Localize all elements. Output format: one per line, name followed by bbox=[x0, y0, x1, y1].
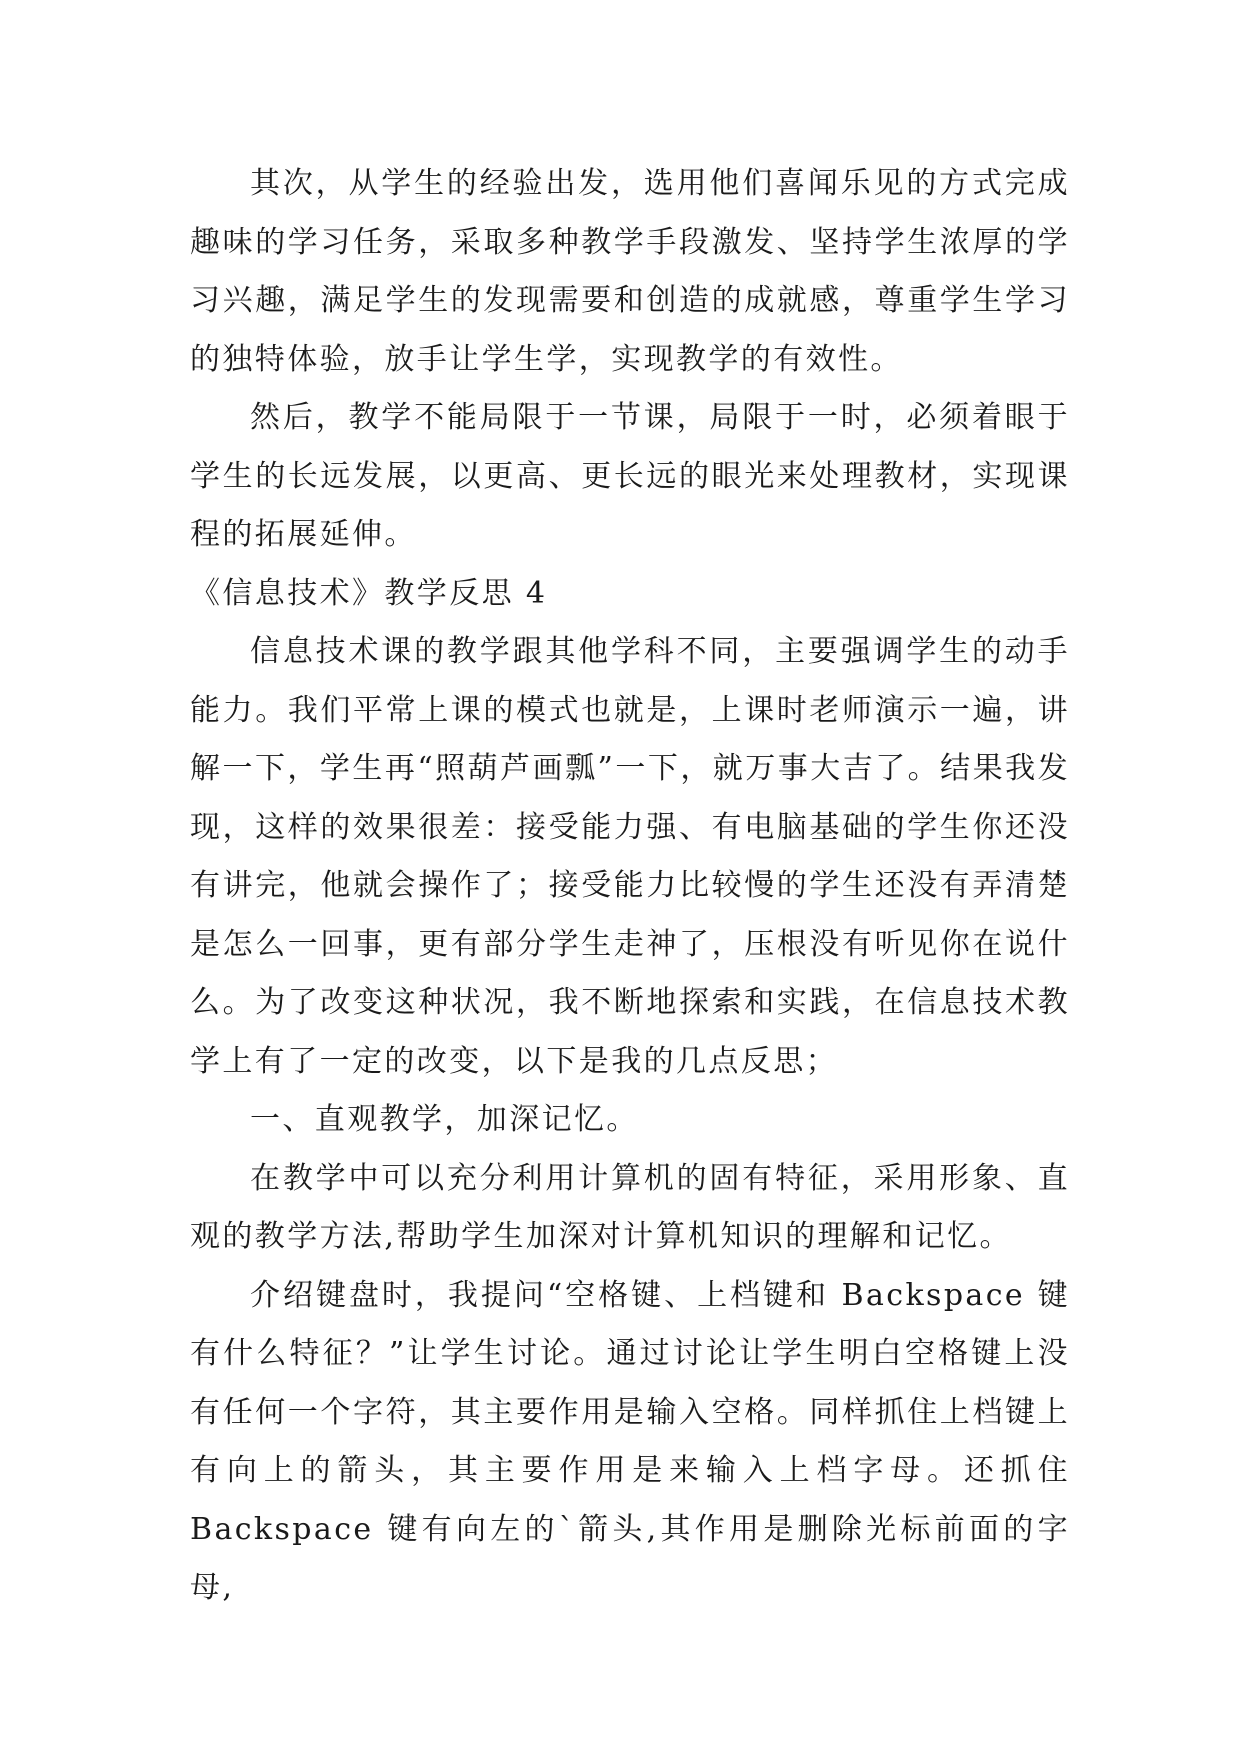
subheading-intuitive-teaching: 一、直观教学，加深记忆。 bbox=[250, 1102, 639, 1137]
document-body bbox=[190, 155, 1070, 1618]
paragraph-keyboard-example: 介绍键盘时，我提问“空格键、上档键和 Backspace 键有什么特征？”让学生讨论。通过讨论让学生明白空格键上没有任何一个字符，其主要作用是输入空格。同样抓住上档键上有向上的箭头，其主要作用是来输入上档字母。还抓住 Backspace 键有向左的`箭头,其作用是删除光标前面的字母, bbox=[190, 1277, 1070, 1605]
section-heading: 《信息技术》教学反思 4 bbox=[190, 575, 548, 611]
paragraph-intuitive-methods: 在教学中可以充分利用计算机的固有特征，采用形象、直观的教学方法,帮助学生加深对计算机知识的理解和记忆。 bbox=[190, 1160, 1070, 1254]
paragraph-motivation: 其次，从学生的经验出发，选用他们喜闻乐见的方式完成趣味的学习任务，采取多种教学手段激发、坚持学生浓厚的学习兴趣，满足学生的发现需要和创造的成就感，尊重学生学习的独特体验，放手让学生学，实现教学的有效性。 bbox=[190, 166, 1070, 377]
paragraph-intro-reflection: 信息技术课的教学跟其他学科不同，主要强调学生的动手能力。我们平常上课的模式也就是，上课时老师演示一遍，讲解一下，学生再“照葫芦画瓢”一下，就万事大吉了。结果我发现，这样的效果很差：接受能力强、有电脑基础的学生你还没有讲完，他就会操作了；接受能力比较慢的学生还没有弄清楚是怎么一回事，更有部分学生走神了，压根没有听见你在说什么。为了改变这种状况，我不断地探索和实践，在信息技术教学上有了一定的改变，以下是我的几点反思； bbox=[190, 634, 1070, 1079]
paragraph-curriculum-extension: 然后，教学不能局限于一节课，局限于一时，必须着眼于学生的长远发展，以更高、更长远的眼光来处理教材，实现课程的拓展延伸。 bbox=[190, 400, 1070, 552]
